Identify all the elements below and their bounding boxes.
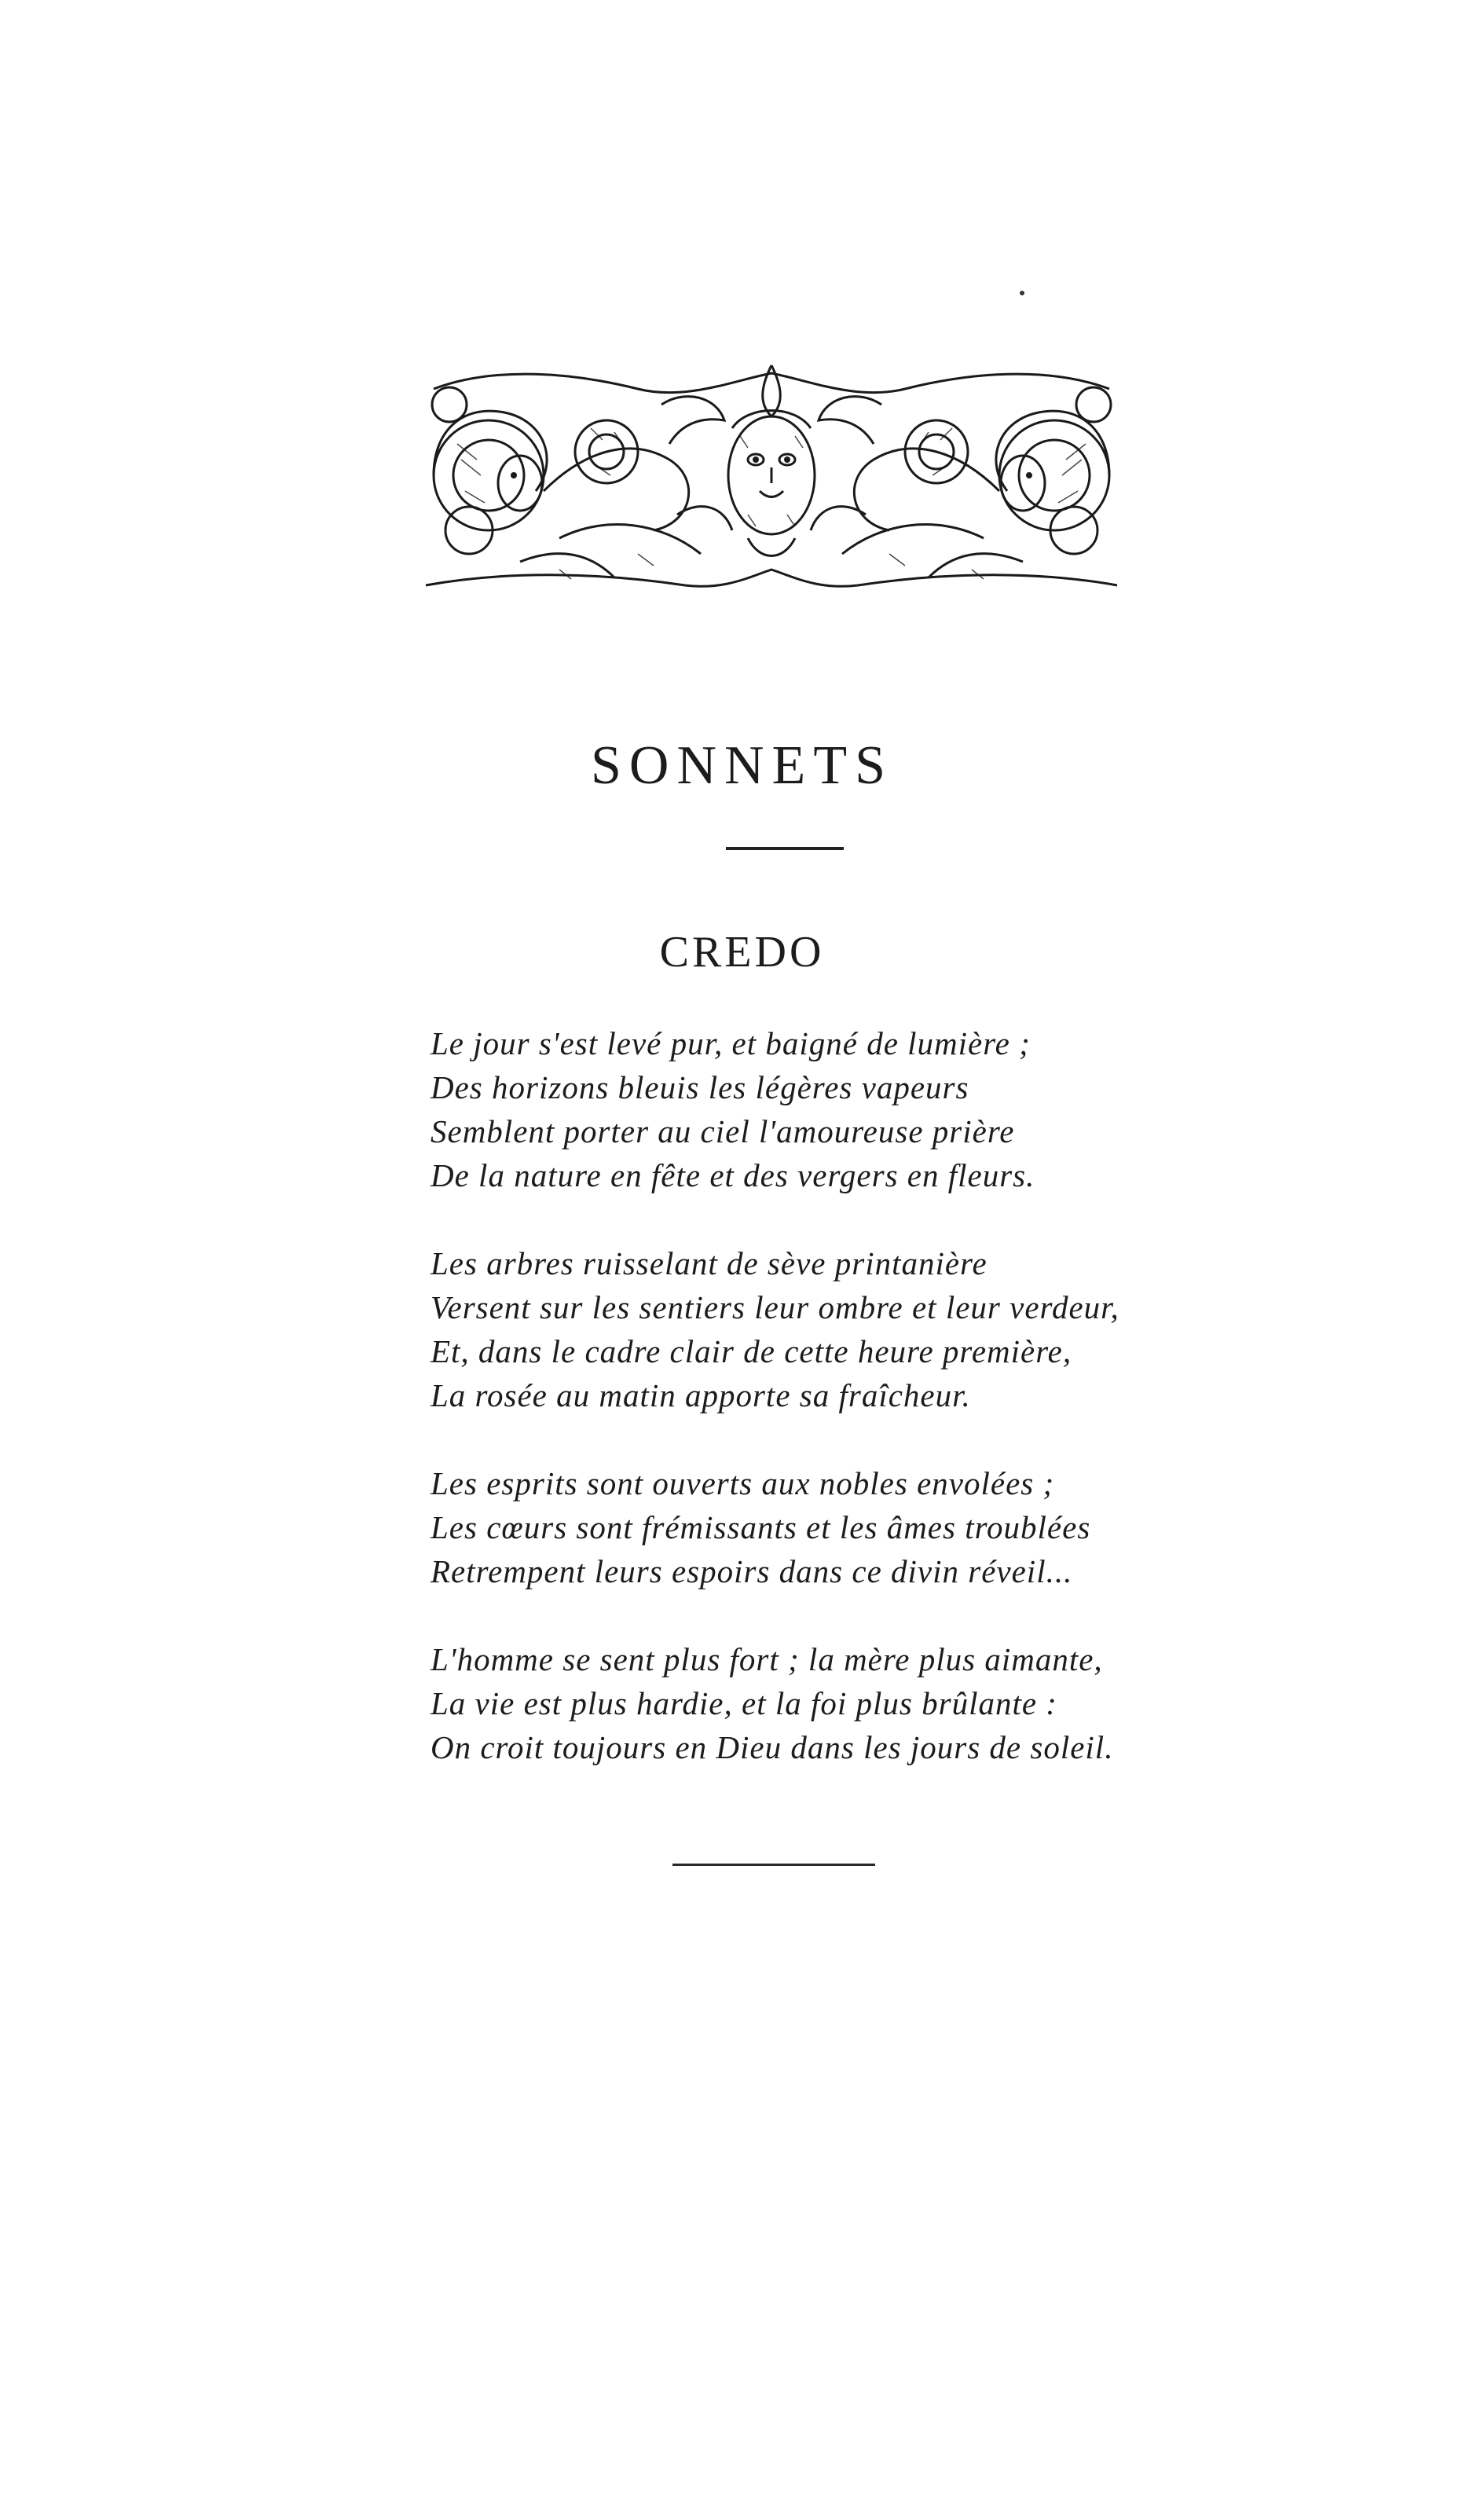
closing-rule: [672, 1864, 875, 1866]
poem-line: De la nature en fête et des vergers en fleurs.: [431, 1157, 1035, 1193]
poem-line: Le jour s'est levé pur, et baigné de lumière ;: [431, 1025, 1031, 1061]
stanza: [431, 1021, 1138, 1197]
section-title: SONNETS: [590, 735, 894, 796]
title-divider: [726, 847, 844, 850]
poem-title: CREDO: [659, 928, 825, 977]
poem-body: [431, 1021, 1138, 1813]
ornamental-headpiece-icon: [402, 357, 1141, 601]
poem-line: Versent sur les sentiers leur ombre et leur verdeur,: [431, 1289, 1119, 1325]
poem-line: Des horizons bleuis les légères vapeurs: [431, 1069, 969, 1105]
stanza: [431, 1461, 1138, 1593]
poem-line: La vie est plus hardie, et la foi plus brûlante :: [431, 1685, 1057, 1721]
poem-line: La rosée au matin apporte sa fraîcheur.: [431, 1377, 971, 1413]
poem-line: Et, dans le cadre clair de cette heure première,: [431, 1333, 1072, 1369]
ink-speck: [1020, 291, 1024, 295]
poem-line: On croit toujours en Dieu dans les jours de soleil.: [431, 1729, 1114, 1765]
poem-line: Les arbres ruisselant de sève printanière: [431, 1245, 988, 1281]
stanza: [431, 1241, 1138, 1417]
poem-line: Les cœurs sont frémissants et les âmes troublées: [431, 1509, 1091, 1545]
poem-line: Les esprits sont ouverts aux nobles envolées ;: [431, 1465, 1055, 1501]
poem-line: Retrempent leurs espoirs dans ce divin réveil...: [431, 1553, 1073, 1589]
stanza: [431, 1637, 1138, 1769]
poem-line: Semblent porter au ciel l'amoureuse prière: [431, 1113, 1015, 1149]
poem-line: L'homme se sent plus fort ; la mère plus aimante,: [431, 1641, 1103, 1677]
